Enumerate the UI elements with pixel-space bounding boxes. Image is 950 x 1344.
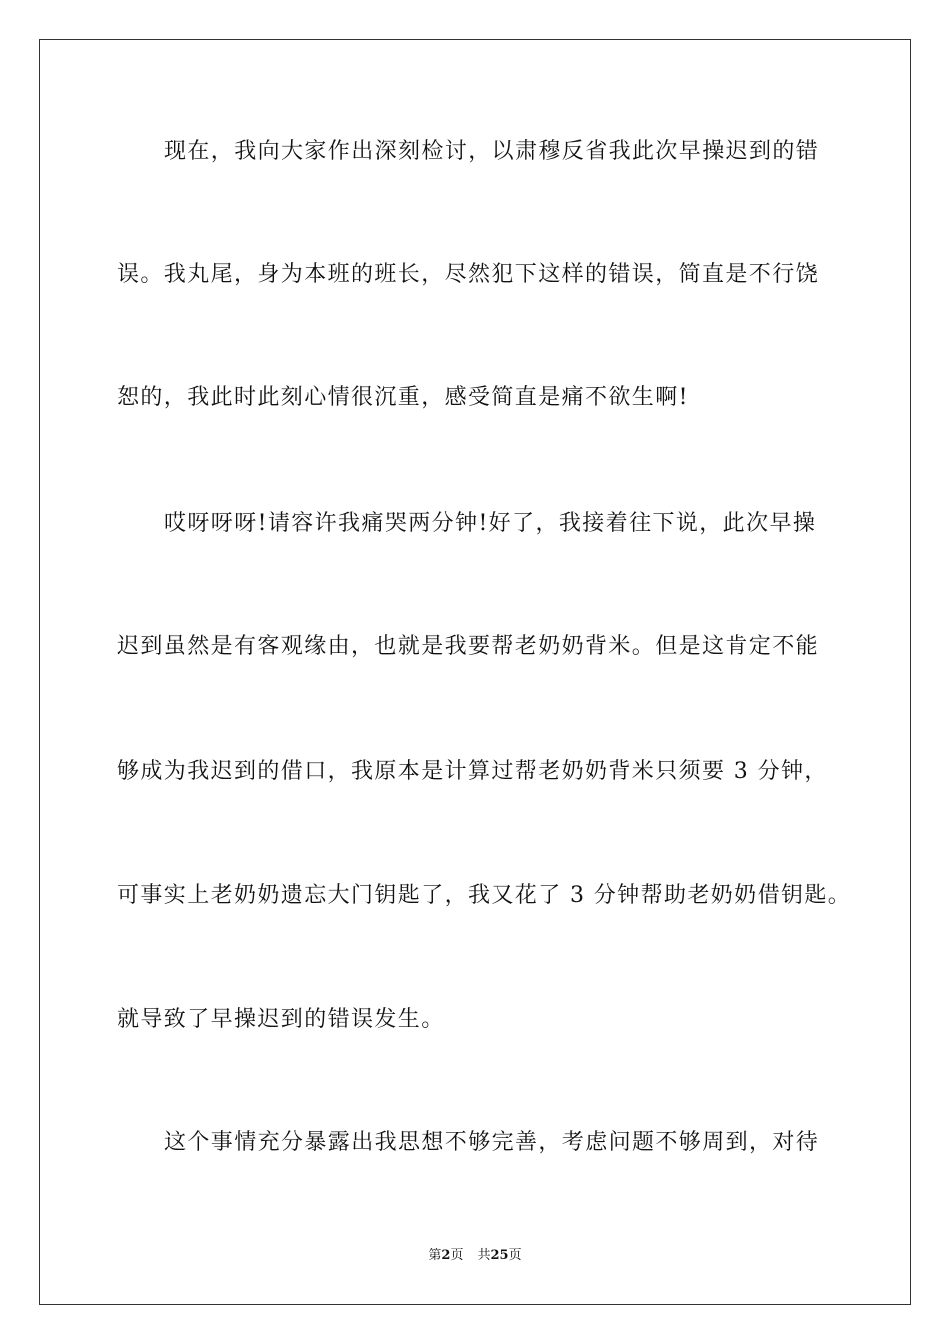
paragraph-line-3: 恕的，我此时此刻心情很沉重，感受简直是痛不欲生啊! bbox=[117, 385, 689, 410]
total-pages: 25 bbox=[490, 1248, 509, 1263]
page-number: 2 bbox=[441, 1248, 451, 1263]
total-suffix: 页 bbox=[508, 1248, 522, 1263]
paragraph-line-9: 这个事情充分暴露出我思想不够完善，考虑问题不够周到，对待 bbox=[164, 1130, 820, 1155]
paragraph-line-1: 现在，我向大家作出深刻检讨，以肃穆反省我此次早操迟到的错 bbox=[164, 139, 820, 164]
paragraph-line-6: 够成为我迟到的借口，我原本是计算过帮老奶奶背米只须要 3 分钟， bbox=[117, 759, 828, 784]
page-footer bbox=[0, 1248, 950, 1264]
paragraph-line-7: 可事实上老奶奶遗忘大门钥匙了，我又花了 3 分钟帮助老奶奶借钥匙。 bbox=[117, 883, 852, 908]
page-prefix: 第 bbox=[428, 1248, 442, 1263]
page-suffix: 页 bbox=[450, 1248, 464, 1263]
paragraph-line-4: 哎呀呀呀!请容许我痛哭两分钟!好了，我接着往下说，此次早操 bbox=[164, 511, 817, 536]
paragraph-line-2: 误。我丸尾，身为本班的班长，尽然犯下这样的错误，简直是不行饶 bbox=[117, 262, 820, 287]
page-border bbox=[39, 39, 911, 1305]
total-prefix: 共 bbox=[477, 1248, 491, 1263]
paragraph-line-5: 迟到虽然是有客观缘由，也就是我要帮老奶奶背米。但是这肯定不能 bbox=[117, 634, 820, 659]
paragraph-line-8: 就导致了早操迟到的错误发生。 bbox=[117, 1007, 445, 1032]
